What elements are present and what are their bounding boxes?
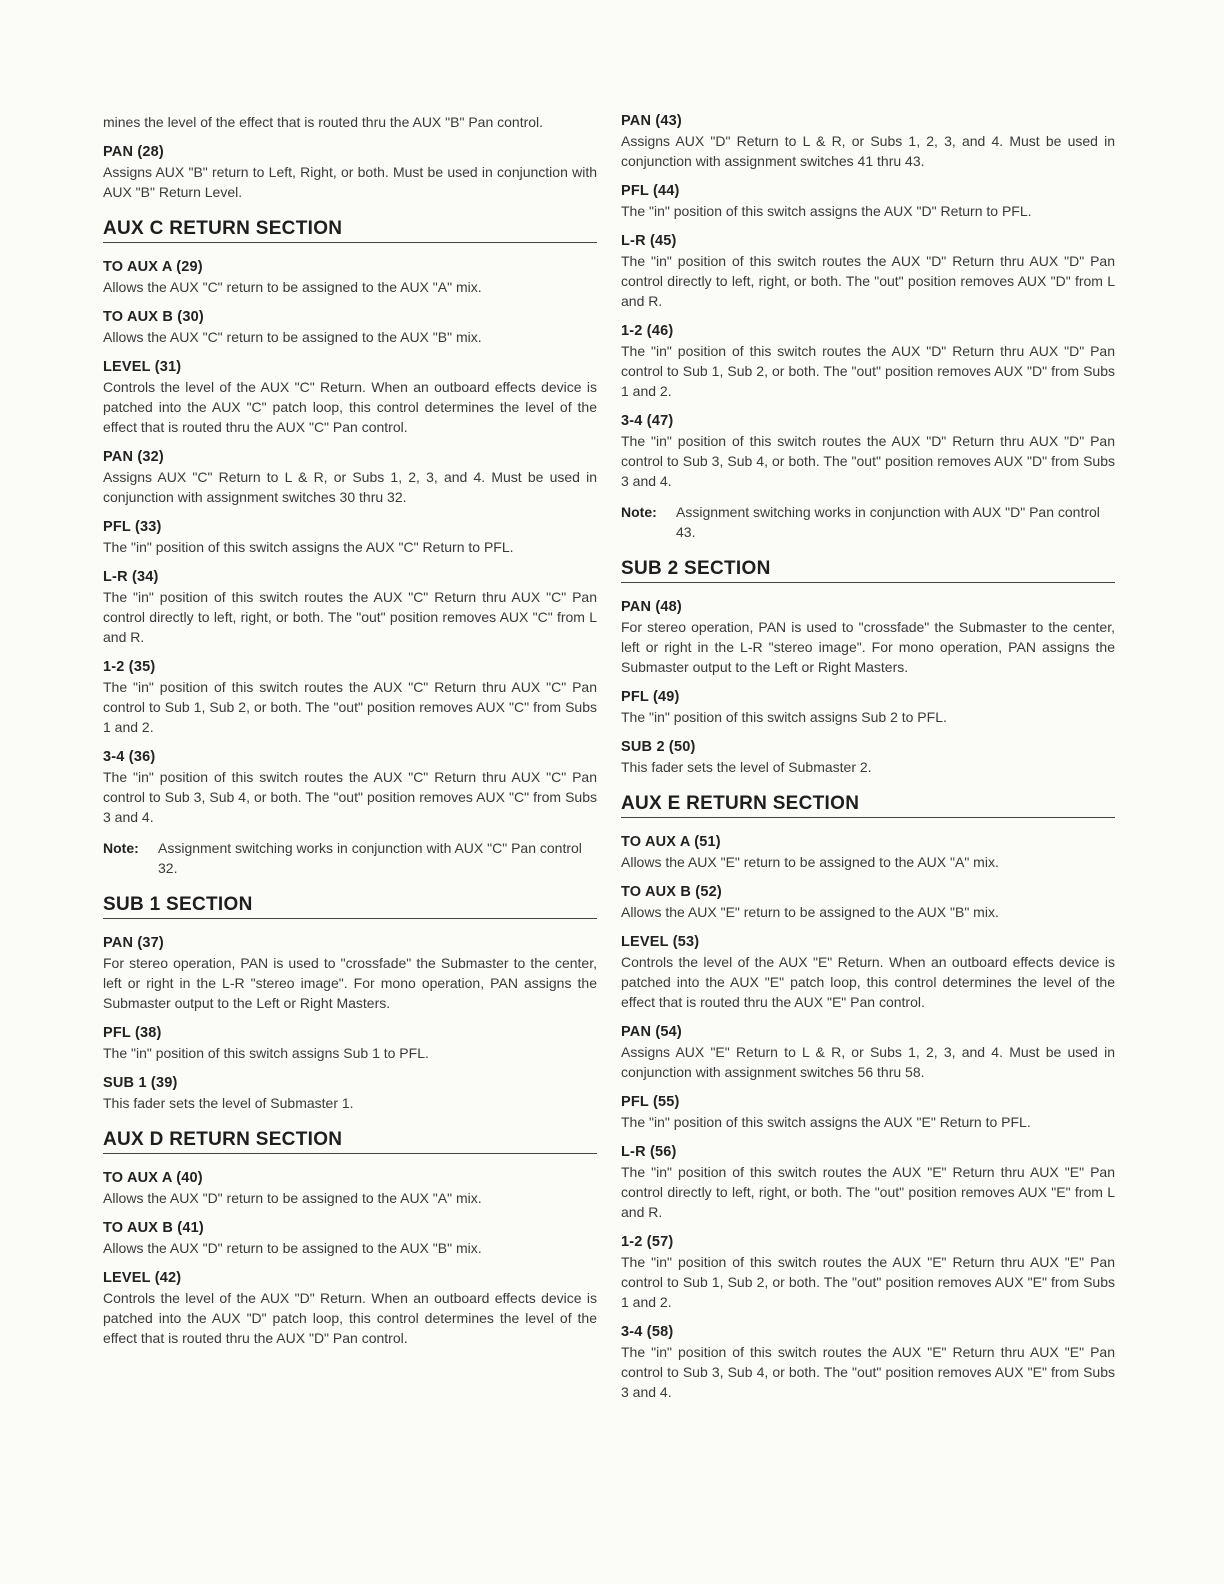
section-heading-sub-2: SUB 2 SECTION xyxy=(621,558,1115,583)
entry-heading: 1-2 (35) xyxy=(103,659,156,675)
entry-text: For stereo operation, PAN is used to "crossfade" the Submaster to the center, left or right in the L-R "stereo image". For mono operation, PAN assigns the Submaster output to the Left or Right Masters. xyxy=(621,619,1115,675)
entry-text: Allows the AUX "C" return to be assigned to the AUX "B" mix. xyxy=(103,329,482,345)
entry-pan-43 xyxy=(621,112,1115,171)
section-heading-sub-1: SUB 1 SECTION xyxy=(103,894,597,919)
entry-heading: PAN (32) xyxy=(103,449,164,465)
entry-text: This fader sets the level of Submaster 2. xyxy=(621,759,872,775)
entry-pfl-33 xyxy=(103,518,597,557)
entry-heading: SUB 2 (50) xyxy=(621,739,696,755)
entry-lr-56 xyxy=(621,1143,1115,1222)
entry-heading: TO AUX B (52) xyxy=(621,884,722,900)
entry-text: The "in" position of this switch routes the AUX "C" Return thru AUX "C" Pan control to Sub 3, Sub 4, or both. The "out" position removes AUX "C" from Subs 3 and 4. xyxy=(103,769,597,825)
note-text: Assignment switching works in conjunction with AUX "C" Pan control 32. xyxy=(158,840,582,876)
entry-heading: 3-4 (47) xyxy=(621,413,674,429)
entry-level-31 xyxy=(103,358,597,437)
entry-text: The "in" position of this switch routes the AUX "E" Return thru AUX "E" Pan control to Sub 3, Sub 4, or both. The "out" position removes AUX "E" from Subs 3 and 4. xyxy=(621,1344,1115,1400)
entry-pfl-55 xyxy=(621,1093,1115,1132)
entry-text: The "in" position of this switch routes the AUX "D" Return thru AUX "D" Pan control to Sub 1, Sub 2, or both. The "out" position removes AUX "D" from Subs 1 and 2. xyxy=(621,343,1115,399)
entry-text: Assigns AUX "E" Return to L & R, or Subs 1, 2, 3, and 4. Must be used in conjunction with assignment switches 56 thru 58. xyxy=(621,1044,1115,1080)
entry-34-36 xyxy=(103,748,597,827)
entry-text: Allows the AUX "E" return to be assigned to the AUX "A" mix. xyxy=(621,854,999,870)
entry-to-aux-a-51 xyxy=(621,833,1115,872)
entry-heading: PAN (43) xyxy=(621,113,682,129)
entry-level-53 xyxy=(621,933,1115,1012)
entry-text: The "in" position of this switch assigns Sub 1 to PFL. xyxy=(103,1045,429,1061)
entry-text: The "in" position of this switch routes the AUX "E" Return thru AUX "E" Pan control to Sub 1, Sub 2, or both. The "out" position removes AUX "E" from Subs 1 and 2. xyxy=(621,1254,1115,1310)
entry-heading: 3-4 (36) xyxy=(103,749,156,765)
entry-text: Allows the AUX "D" return to be assigned to the AUX "B" mix. xyxy=(103,1240,482,1256)
entry-text: The "in" position of this switch assigns Sub 2 to PFL. xyxy=(621,709,947,725)
entry-heading: LEVEL (53) xyxy=(621,934,700,950)
entry-to-aux-b-52 xyxy=(621,883,1115,922)
entry-heading: TO AUX A (51) xyxy=(621,834,721,850)
note-text: Assignment switching works in conjunction with AUX "D" Pan control 43. xyxy=(676,504,1100,540)
section-heading-aux-d: AUX D RETURN SECTION xyxy=(103,1129,597,1154)
entry-heading: SUB 1 (39) xyxy=(103,1075,178,1091)
entry-text: For stereo operation, PAN is used to "crossfade" the Submaster to the center, left or right in the L-R "stereo image". For mono operation, PAN assigns the Submaster output to the Left or Right Masters. xyxy=(103,955,597,1011)
left-column xyxy=(103,112,597,1359)
entry-heading: LEVEL (31) xyxy=(103,359,182,375)
entry-pan-37 xyxy=(103,934,597,1013)
entry-pan-48 xyxy=(621,598,1115,677)
entry-12-46 xyxy=(621,322,1115,401)
entry-text: The "in" position of this switch assigns the AUX "D" Return to PFL. xyxy=(621,203,1032,219)
entry-text: Allows the AUX "E" return to be assigned to the AUX "B" mix. xyxy=(621,904,999,920)
note-label: Note: xyxy=(621,504,657,520)
entry-heading: TO AUX B (41) xyxy=(103,1220,204,1236)
entry-text: Allows the AUX "C" return to be assigned to the AUX "A" mix. xyxy=(103,279,482,295)
entry-heading: L-R (34) xyxy=(103,569,159,585)
entry-to-aux-a-29 xyxy=(103,258,597,297)
entry-text: The "in" position of this switch routes the AUX "C" Return thru AUX "C" Pan control directly to left, right, or both. The "out" position removes AUX "C" from L and R. xyxy=(103,589,597,645)
entry-34-58 xyxy=(621,1323,1115,1402)
entry-text: Allows the AUX "D" return to be assigned to the AUX "A" mix. xyxy=(103,1190,482,1206)
entry-34-47 xyxy=(621,412,1115,491)
entry-heading: 1-2 (46) xyxy=(621,323,674,339)
entry-text: Assigns AUX "B" return to Left, Right, or both. Must be used in conjunction with AUX "B" Return Level. xyxy=(103,164,597,200)
entry-text: Assigns AUX "D" Return to L & R, or Subs 1, 2, 3, and 4. Must be used in conjunction with assignment switches 41 thru 43. xyxy=(621,133,1115,169)
note-aux-c xyxy=(103,838,597,878)
entry-pan-54 xyxy=(621,1023,1115,1082)
entry-heading: PAN (37) xyxy=(103,935,164,951)
note-aux-d xyxy=(621,502,1115,542)
entry-pfl-44 xyxy=(621,182,1115,221)
entry-pfl-38 xyxy=(103,1024,597,1063)
entry-text: The "in" position of this switch routes the AUX "D" Return thru AUX "D" Pan control directly to left, right, or both. The "out" position removes AUX "D" from L and R. xyxy=(621,253,1115,309)
entry-pan-32 xyxy=(103,448,597,507)
entry-text: Assigns AUX "C" Return to L & R, or Subs 1, 2, 3, and 4. Must be used in conjunction with assignment switches 30 thru 32. xyxy=(103,469,597,505)
entry-text: Controls the level of the AUX "D" Return. When an outboard effects device is patched into the AUX "D" patch loop, this control determines the level of the effect that is routed thru the AUX "D" Pan control. xyxy=(103,1290,597,1346)
entry-sub2-50 xyxy=(621,738,1115,777)
section-heading-aux-e: AUX E RETURN SECTION xyxy=(621,793,1115,818)
entry-lr-45 xyxy=(621,232,1115,311)
entry-heading: L-R (56) xyxy=(621,1144,677,1160)
entry-text: Controls the level of the AUX "E" Return. When an outboard effects device is patched into the AUX "E" patch loop, this control determines the level of the effect that is routed thru the AUX "E" Pan control. xyxy=(621,954,1115,1010)
right-column xyxy=(621,112,1115,1413)
entry-to-aux-b-41 xyxy=(103,1219,597,1258)
entry-heading: PFL (38) xyxy=(103,1025,162,1041)
entry-heading: L-R (45) xyxy=(621,233,677,249)
entry-heading: PAN (54) xyxy=(621,1024,682,1040)
entry-heading: PFL (44) xyxy=(621,183,680,199)
entry-text: The "in" position of this switch assigns the AUX "E" Return to PFL. xyxy=(621,1114,1031,1130)
entry-pfl-49 xyxy=(621,688,1115,727)
entry-text: This fader sets the level of Submaster 1. xyxy=(103,1095,354,1111)
entry-heading: 3-4 (58) xyxy=(621,1324,674,1340)
entry-heading: 1-2 (57) xyxy=(621,1234,674,1250)
entry-heading: PAN (48) xyxy=(621,599,682,615)
section-heading-aux-c: AUX C RETURN SECTION xyxy=(103,218,597,243)
entry-to-aux-a-40 xyxy=(103,1169,597,1208)
continued-text: mines the level of the effect that is routed thru the AUX "B" Pan control. xyxy=(103,114,544,130)
entry-heading: TO AUX B (30) xyxy=(103,309,204,325)
entry-text: The "in" position of this switch assigns the AUX "C" Return to PFL. xyxy=(103,539,514,555)
entry-to-aux-b-30 xyxy=(103,308,597,347)
entry-heading: PFL (55) xyxy=(621,1094,680,1110)
entry-pan-28 xyxy=(103,143,597,202)
entry-heading: PFL (33) xyxy=(103,519,162,535)
note-label: Note: xyxy=(103,840,139,856)
entry-heading: PAN (28) xyxy=(103,144,164,160)
entry-text: Controls the level of the AUX "C" Return. When an outboard effects device is patched into the AUX "C" patch loop, this control determines the level of the effect that is routed thru the AUX "C" Pan control. xyxy=(103,379,597,435)
entry-lr-34 xyxy=(103,568,597,647)
entry-heading: PFL (49) xyxy=(621,689,680,705)
entry-12-57 xyxy=(621,1233,1115,1312)
entry-text: The "in" position of this switch routes the AUX "E" Return thru AUX "E" Pan control directly to left, right, or both. The "out" position removes AUX "E" from L and R. xyxy=(621,1164,1115,1220)
entry-heading: TO AUX A (40) xyxy=(103,1170,203,1186)
entry-heading: TO AUX A (29) xyxy=(103,259,203,275)
entry-text: The "in" position of this switch routes the AUX "D" Return thru AUX "D" Pan control to Sub 3, Sub 4, or both. The "out" position removes AUX "D" from Subs 3 and 4. xyxy=(621,433,1115,489)
entry-text: The "in" position of this switch routes the AUX "C" Return thru AUX "C" Pan control to Sub 1, Sub 2, or both. The "out" position removes AUX "C" from Subs 1 and 2. xyxy=(103,679,597,735)
entry-12-35 xyxy=(103,658,597,737)
entry-level-42 xyxy=(103,1269,597,1348)
entry-heading: LEVEL (42) xyxy=(103,1270,182,1286)
entry-sub1-39 xyxy=(103,1074,597,1113)
